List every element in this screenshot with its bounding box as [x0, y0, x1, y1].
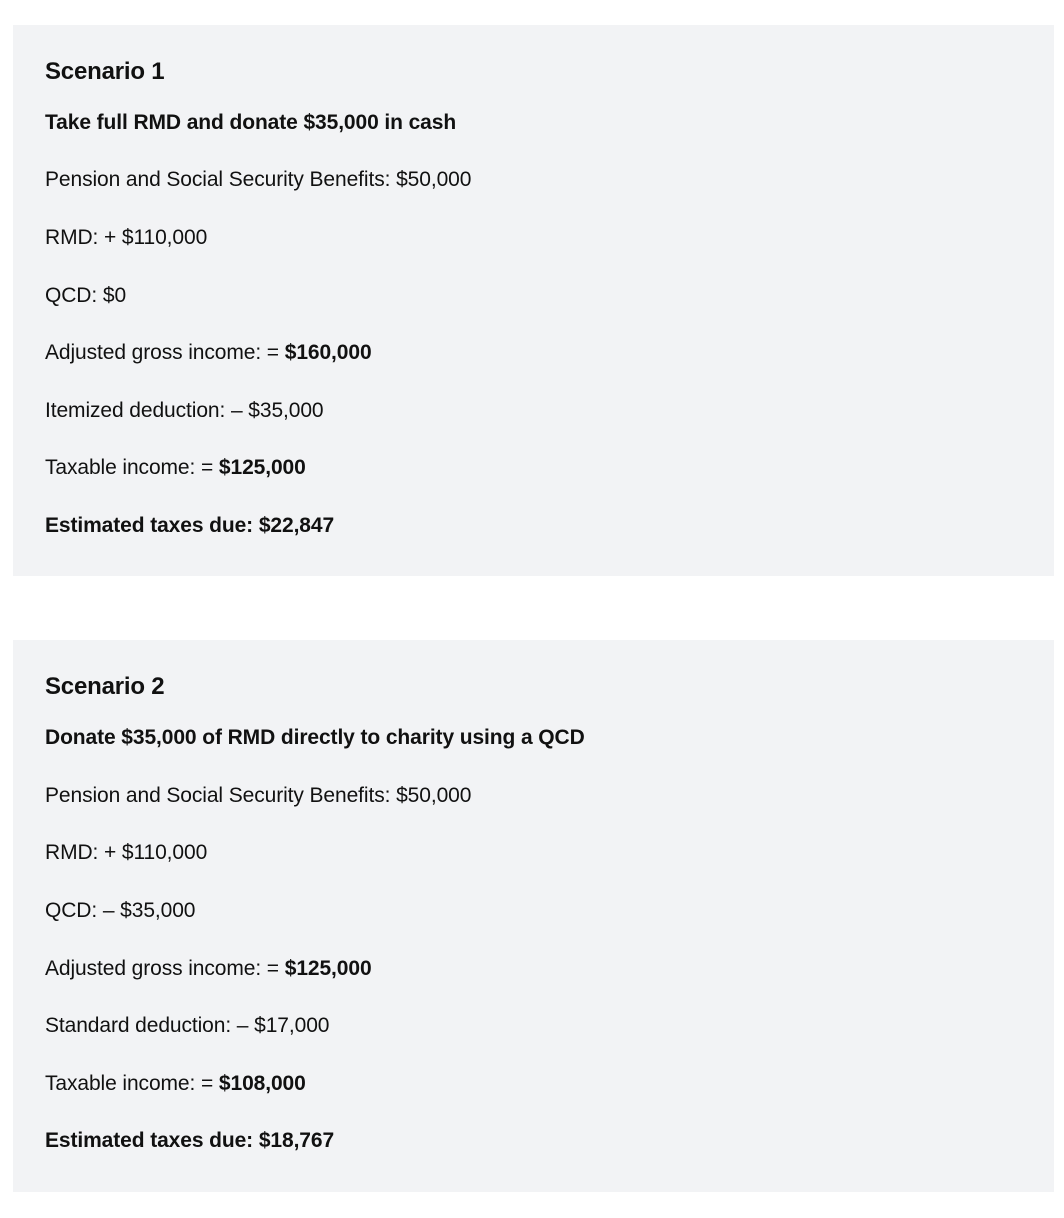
- scenario-2-card: [13, 640, 1054, 1192]
- taxable-line: [45, 1071, 306, 1097]
- scenario-subtitle: Donate $35,000 of RMD directly to charity using a QCD: [45, 726, 585, 749]
- deduction-line: [45, 398, 324, 424]
- taxes-value: $22,847: [258, 514, 335, 537]
- deduction-label: Standard deduction: –: [45, 1014, 249, 1037]
- deduction-value: $35,000: [248, 399, 324, 422]
- taxes-label: Estimated taxes due:: [45, 1129, 254, 1152]
- pension-value: $50,000: [396, 168, 472, 191]
- pension-value: $50,000: [396, 784, 472, 807]
- qcd-value: $0: [102, 284, 127, 307]
- taxes-value: $18,767: [258, 1129, 335, 1152]
- qcd-line: [45, 898, 195, 924]
- taxable-label: Taxable income: =: [45, 456, 214, 479]
- rmd-label: RMD: +: [45, 841, 117, 864]
- qcd-label: QCD: –: [45, 899, 115, 922]
- taxable-label: Taxable income: =: [45, 1072, 214, 1095]
- qcd-label: QCD:: [45, 284, 98, 307]
- taxable-line: [45, 455, 306, 481]
- qcd-line: [45, 283, 126, 309]
- deduction-value: $17,000: [254, 1014, 330, 1037]
- agi-value: $125,000: [284, 957, 372, 980]
- agi-value: $160,000: [284, 341, 372, 364]
- rmd-value: $110,000: [121, 841, 208, 864]
- rmd-line: [45, 840, 207, 866]
- agi-line: [45, 956, 372, 982]
- agi-label: Adjusted gross income: =: [45, 957, 279, 980]
- rmd-label: RMD: +: [45, 226, 117, 249]
- scenario-title: Scenario 1: [45, 58, 165, 85]
- rmd-value: $110,000: [121, 226, 208, 249]
- agi-label: Adjusted gross income: =: [45, 341, 279, 364]
- scenario-1-card: [13, 25, 1054, 576]
- scenario-subtitle: Take full RMD and donate $35,000 in cash: [45, 111, 457, 134]
- pension-label: Pension and Social Security Benefits:: [45, 168, 391, 191]
- agi-line: [45, 340, 372, 366]
- pension-line: [45, 167, 471, 193]
- pension-line: [45, 783, 471, 809]
- deduction-label: Itemized deduction: –: [45, 399, 243, 422]
- deduction-line: [45, 1013, 329, 1039]
- scenario-title: Scenario 2: [45, 673, 165, 700]
- taxable-value: $108,000: [218, 1072, 306, 1095]
- taxes-line: [45, 1128, 334, 1154]
- taxes-line: [45, 513, 334, 539]
- pension-label: Pension and Social Security Benefits:: [45, 784, 391, 807]
- qcd-value: $35,000: [120, 899, 196, 922]
- rmd-line: [45, 225, 207, 251]
- taxes-label: Estimated taxes due:: [45, 514, 254, 537]
- taxable-value: $125,000: [218, 456, 306, 479]
